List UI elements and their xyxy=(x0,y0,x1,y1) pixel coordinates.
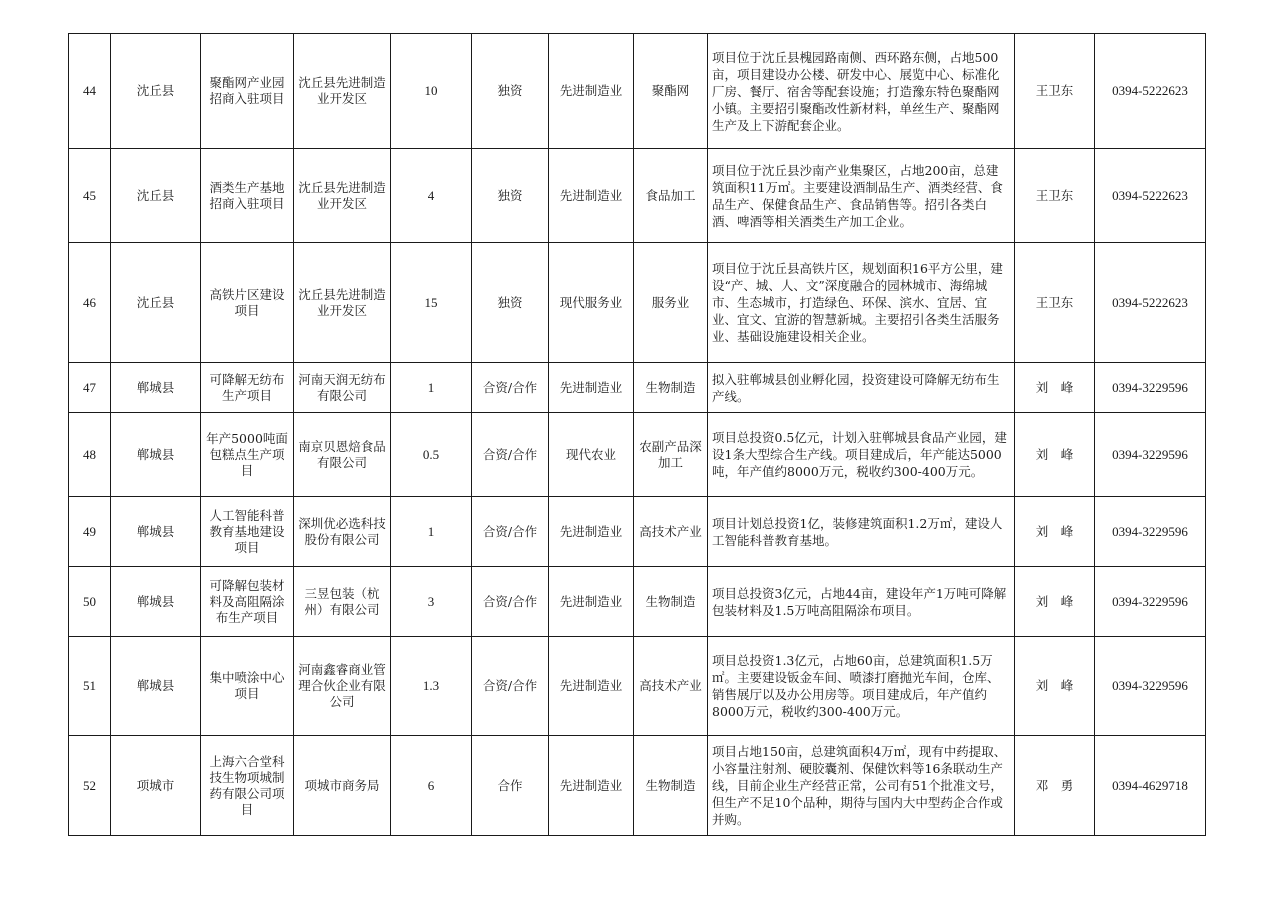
field-cell: 现代农业 xyxy=(549,413,634,497)
phone-cell: 0394-5222623 xyxy=(1095,243,1206,363)
description-cell: 拟入驻郸城县创业孵化园，投资建设可降解无纺布生产线。 xyxy=(708,363,1015,413)
industry-cell: 生物制造 xyxy=(634,736,708,836)
cooperation-mode-cell: 独资 xyxy=(472,34,549,149)
table-row xyxy=(69,34,1206,149)
contact-cell: 邓 勇 xyxy=(1015,736,1095,836)
county-cell: 沈丘县 xyxy=(111,149,201,243)
project-name-cell: 年产5000吨面包糕点生产项目 xyxy=(201,413,294,497)
responsible-unit-cell: 南京贝恩焙食品有限公司 xyxy=(294,413,391,497)
cooperation-mode-cell: 合资/合作 xyxy=(472,637,549,736)
project-name-cell: 可降解无纺布生产项目 xyxy=(201,363,294,413)
row-number-cell: 49 xyxy=(69,497,111,567)
field-cell: 现代服务业 xyxy=(549,243,634,363)
table-row xyxy=(69,637,1206,736)
county-cell: 郸城县 xyxy=(111,363,201,413)
row-number-cell: 52 xyxy=(69,736,111,836)
table-row xyxy=(69,243,1206,363)
cooperation-mode-cell: 独资 xyxy=(472,149,549,243)
industry-cell: 高技术产业 xyxy=(634,637,708,736)
investment-cell: 15 xyxy=(391,243,472,363)
county-cell: 郸城县 xyxy=(111,567,201,637)
contact-cell: 王卫东 xyxy=(1015,34,1095,149)
responsible-unit-cell: 沈丘县先进制造业开发区 xyxy=(294,34,391,149)
phone-cell: 0394-3229596 xyxy=(1095,637,1206,736)
cooperation-mode-cell: 合资/合作 xyxy=(472,413,549,497)
project-name-cell: 人工智能科普教育基地建设项目 xyxy=(201,497,294,567)
responsible-unit-cell: 项城市商务局 xyxy=(294,736,391,836)
county-cell: 郸城县 xyxy=(111,637,201,736)
industry-cell: 高技术产业 xyxy=(634,497,708,567)
row-number-cell: 47 xyxy=(69,363,111,413)
industry-cell: 生物制造 xyxy=(634,567,708,637)
table-row xyxy=(69,413,1206,497)
contact-cell: 王卫东 xyxy=(1015,149,1095,243)
investment-cell: 1 xyxy=(391,497,472,567)
project-name-cell: 酒类生产基地招商入驻项目 xyxy=(201,149,294,243)
field-cell: 先进制造业 xyxy=(549,567,634,637)
contact-cell: 刘 峰 xyxy=(1015,413,1095,497)
county-cell: 沈丘县 xyxy=(111,34,201,149)
county-cell: 沈丘县 xyxy=(111,243,201,363)
description-cell: 项目位于沈丘县沙南产业集聚区，占地200亩，总建筑面积11万㎡。主要建设酒制品生产、酒类经营、食品生产、保健食品生产、食品销售等。招引各类白酒、啤酒等相关酒类生产加工企业。 xyxy=(708,149,1015,243)
table-row xyxy=(69,149,1206,243)
cooperation-mode-cell: 合资/合作 xyxy=(472,363,549,413)
investment-cell: 1.3 xyxy=(391,637,472,736)
field-cell: 先进制造业 xyxy=(549,637,634,736)
phone-cell: 0394-4629718 xyxy=(1095,736,1206,836)
investment-cell: 10 xyxy=(391,34,472,149)
project-name-cell: 高铁片区建设项目 xyxy=(201,243,294,363)
project-name-cell: 上海六合堂科技生物项城制药有限公司项目 xyxy=(201,736,294,836)
table-row xyxy=(69,736,1206,836)
responsible-unit-cell: 河南天润无纺布有限公司 xyxy=(294,363,391,413)
project-name-cell: 集中喷涂中心项目 xyxy=(201,637,294,736)
investment-cell: 0.5 xyxy=(391,413,472,497)
industry-cell: 服务业 xyxy=(634,243,708,363)
contact-cell: 王卫东 xyxy=(1015,243,1095,363)
row-number-cell: 45 xyxy=(69,149,111,243)
row-number-cell: 44 xyxy=(69,34,111,149)
project-name-cell: 聚酯网产业园招商入驻项目 xyxy=(201,34,294,149)
table-row xyxy=(69,363,1206,413)
field-cell: 先进制造业 xyxy=(549,736,634,836)
responsible-unit-cell: 三昱包装（杭州）有限公司 xyxy=(294,567,391,637)
description-cell: 项目占地150亩，总建筑面积4万㎡，现有中药提取、小容量注射剂、硬胶囊剂、保健饮料等16条联动生产线，目前企业生产经营正常，公司有51个批准文号，但生产不足10个品种，期待与国内大中型药企合作或并购。 xyxy=(708,736,1015,836)
industry-cell: 食品加工 xyxy=(634,149,708,243)
description-cell: 项目位于沈丘县高铁片区，规划面积16平方公里，建设“产、城、人、文”深度融合的园林城市、海绵城市、生态城市，打造绿色、环保、滨水、宜居、宜业、宜文、宜游的智慧新城。主要招引各类生活服务业、基础设施建设相关企业。 xyxy=(708,243,1015,363)
phone-cell: 0394-3229596 xyxy=(1095,363,1206,413)
cooperation-mode-cell: 合作 xyxy=(472,736,549,836)
description-cell: 项目总投资1.3亿元，占地60亩，总建筑面积1.5万㎡。主要建设钣金车间、喷漆打磨抛光车间，仓库、销售展厅以及办公用房等。项目建成后，年产值约8000万元，税收约300-400万元。 xyxy=(708,637,1015,736)
cooperation-mode-cell: 独资 xyxy=(472,243,549,363)
table-row xyxy=(69,497,1206,567)
county-cell: 郸城县 xyxy=(111,413,201,497)
industry-cell: 生物制造 xyxy=(634,363,708,413)
contact-cell: 刘 峰 xyxy=(1015,363,1095,413)
county-cell: 郸城县 xyxy=(111,497,201,567)
county-cell: 项城市 xyxy=(111,736,201,836)
project-table xyxy=(68,33,1206,836)
responsible-unit-cell: 沈丘县先进制造业开发区 xyxy=(294,149,391,243)
field-cell: 先进制造业 xyxy=(549,363,634,413)
field-cell: 先进制造业 xyxy=(549,34,634,149)
phone-cell: 0394-5222623 xyxy=(1095,149,1206,243)
description-cell: 项目计划总投资1亿，装修建筑面积1.2万㎡，建设人工智能科普教育基地。 xyxy=(708,497,1015,567)
field-cell: 先进制造业 xyxy=(549,497,634,567)
responsible-unit-cell: 河南鑫睿商业管理合伙企业有限公司 xyxy=(294,637,391,736)
row-number-cell: 51 xyxy=(69,637,111,736)
table-body xyxy=(69,34,1206,836)
cooperation-mode-cell: 合资/合作 xyxy=(472,567,549,637)
description-cell: 项目总投资3亿元，占地44亩，建设年产1万吨可降解包装材料及1.5万吨高阻隔涂布项目。 xyxy=(708,567,1015,637)
phone-cell: 0394-3229596 xyxy=(1095,497,1206,567)
phone-cell: 0394-5222623 xyxy=(1095,34,1206,149)
investment-cell: 1 xyxy=(391,363,472,413)
industry-cell: 农副产品深加工 xyxy=(634,413,708,497)
description-cell: 项目总投资0.5亿元，计划入驻郸城县食品产业园，建设1条大型综合生产线。项目建成后，年产能达5000吨，年产值约8000万元，税收约300-400万元。 xyxy=(708,413,1015,497)
cooperation-mode-cell: 合资/合作 xyxy=(472,497,549,567)
row-number-cell: 48 xyxy=(69,413,111,497)
investment-cell: 4 xyxy=(391,149,472,243)
row-number-cell: 46 xyxy=(69,243,111,363)
contact-cell: 刘 峰 xyxy=(1015,637,1095,736)
field-cell: 先进制造业 xyxy=(549,149,634,243)
contact-cell: 刘 峰 xyxy=(1015,497,1095,567)
project-name-cell: 可降解包装材料及高阻隔涂布生产项目 xyxy=(201,567,294,637)
phone-cell: 0394-3229596 xyxy=(1095,567,1206,637)
industry-cell: 聚酯网 xyxy=(634,34,708,149)
responsible-unit-cell: 沈丘县先进制造业开发区 xyxy=(294,243,391,363)
row-number-cell: 50 xyxy=(69,567,111,637)
investment-cell: 6 xyxy=(391,736,472,836)
phone-cell: 0394-3229596 xyxy=(1095,413,1206,497)
investment-cell: 3 xyxy=(391,567,472,637)
description-cell: 项目位于沈丘县槐园路南侧、西环路东侧，占地500亩，项目建设办公楼、研发中心、展览中心、标准化厂房、餐厅、宿舍等配套设施；打造豫东特色聚酯网小镇。主要招引聚酯改性新材料，单丝生产、聚酯网生产及上下游配套企业。 xyxy=(708,34,1015,149)
table-row xyxy=(69,567,1206,637)
responsible-unit-cell: 深圳优必选科技股份有限公司 xyxy=(294,497,391,567)
contact-cell: 刘 峰 xyxy=(1015,567,1095,637)
